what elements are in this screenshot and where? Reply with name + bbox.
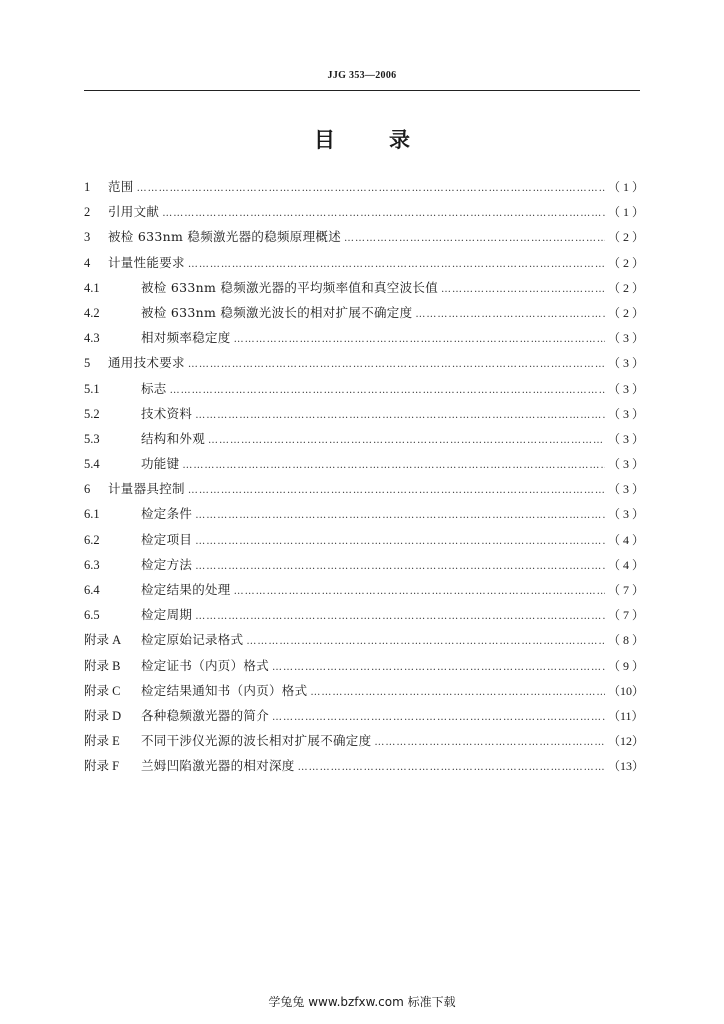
toc-entry[interactable] bbox=[84, 401, 645, 426]
toc-entry-page: （ 3 ） bbox=[608, 356, 645, 371]
toc-entry-page: （ 3 ） bbox=[608, 431, 645, 446]
toc-leader-dots bbox=[195, 604, 605, 629]
toc-leader-dots bbox=[310, 680, 605, 705]
toc-leader-dots bbox=[162, 201, 605, 226]
toc-entry-label: 结构和外观 bbox=[141, 430, 206, 446]
toc-entry[interactable] bbox=[84, 199, 645, 224]
toc-leader-dots bbox=[195, 403, 605, 428]
toc-entry-label: 检定方法 bbox=[141, 556, 193, 572]
toc-entry[interactable] bbox=[84, 552, 645, 577]
toc-entry[interactable] bbox=[84, 703, 644, 728]
toc-entry-label: 各种稳频激光器的简介 bbox=[141, 707, 270, 723]
toc-entry-label: 引用文献 bbox=[108, 204, 160, 220]
toc-entry-label: 计量性能要求 bbox=[108, 254, 185, 270]
toc-entry-label: 计量器具控制 bbox=[108, 481, 185, 497]
toc-entry-number: 4.3 bbox=[84, 331, 100, 346]
toc-entry-label: 相对频率稳定度 bbox=[141, 330, 231, 346]
toc-leader-dots bbox=[182, 453, 605, 478]
toc-entry-number: 6.2 bbox=[84, 532, 100, 547]
toc-entry-number: 6.4 bbox=[84, 583, 100, 597]
toc-entry-label: 功能键 bbox=[141, 456, 180, 472]
page-title bbox=[0, 124, 724, 154]
toc-entry[interactable] bbox=[84, 325, 645, 350]
toc-leader-dots bbox=[298, 755, 605, 780]
toc-entry[interactable] bbox=[84, 350, 645, 375]
toc-leader-dots bbox=[195, 503, 605, 528]
toc-leader-dots bbox=[170, 378, 605, 403]
toc-entry-number: 6.5 bbox=[84, 608, 100, 623]
toc-entry[interactable] bbox=[84, 527, 645, 552]
toc-entry-page: （ 4 ） bbox=[608, 532, 645, 547]
toc-entry-page: （ 3 ） bbox=[608, 381, 645, 396]
toc-entry[interactable] bbox=[84, 728, 645, 753]
toc-entry-label: 标志 bbox=[141, 380, 167, 396]
toc-entry-number: 附录 B bbox=[84, 658, 121, 673]
toc-entry-page: （13） bbox=[608, 759, 645, 774]
toc-entry-number: 5 bbox=[84, 356, 91, 371]
toc-entry[interactable] bbox=[84, 602, 645, 627]
toc-entry-page: （ 3 ） bbox=[608, 457, 645, 472]
toc-entry-number: 附录 C bbox=[84, 683, 121, 698]
toc-leader-dots bbox=[246, 629, 605, 654]
toc-entry-label: 不同干涉仪光源的波长相对扩展不确定度 bbox=[141, 733, 372, 749]
toc-entry-label: 检定结果通知书（内页）格式 bbox=[141, 682, 308, 698]
toc-entry-number: 附录 D bbox=[84, 708, 122, 723]
toc-entry-page: （ 3 ） bbox=[608, 406, 645, 421]
toc-entry-label: 检定证书（内页）格式 bbox=[141, 657, 270, 673]
toc-entry-number: 1 bbox=[84, 180, 91, 194]
toc-entry-number: 4.2 bbox=[84, 305, 100, 320]
toc-entry[interactable] bbox=[84, 753, 645, 778]
toc-entry-label: 检定条件 bbox=[141, 506, 193, 522]
toc-entry-number: 5.2 bbox=[84, 406, 100, 421]
toc-entry[interactable] bbox=[84, 224, 645, 249]
table-of-contents bbox=[84, 174, 645, 779]
toc-entry-page: （11） bbox=[608, 708, 644, 723]
toc-entry-number: 附录 A bbox=[84, 633, 122, 648]
toc-entry[interactable] bbox=[84, 275, 645, 300]
toc-entry-page: （ 9 ） bbox=[608, 658, 645, 673]
toc-entry[interactable] bbox=[84, 678, 645, 703]
toc-entry-label: 检定结果的处理 bbox=[141, 582, 231, 597]
toc-entry-page: （10） bbox=[608, 683, 645, 698]
toc-entry[interactable] bbox=[84, 501, 645, 526]
toc-entry[interactable] bbox=[84, 250, 645, 275]
toc-entry-label: 被检 633nm 稳频激光器的稳频原理概述 bbox=[108, 229, 342, 245]
toc-entry[interactable] bbox=[84, 376, 645, 401]
toc-entry-number: 6.1 bbox=[84, 507, 100, 522]
header-divider bbox=[84, 90, 640, 91]
toc-leader-dots bbox=[344, 226, 605, 251]
toc-entry-number: 2 bbox=[84, 205, 91, 220]
toc-entry-page: （12） bbox=[608, 734, 645, 749]
toc-leader-dots bbox=[137, 176, 605, 201]
toc-leader-dots bbox=[188, 352, 605, 377]
toc-entry-number: 6.3 bbox=[84, 557, 100, 572]
toc-entry[interactable] bbox=[84, 653, 645, 678]
toc-entry[interactable] bbox=[84, 451, 645, 476]
toc-leader-dots bbox=[441, 277, 605, 302]
title-char-1: 目 bbox=[314, 128, 335, 152]
toc-entry-page: （ 2 ） bbox=[608, 230, 645, 245]
toc-entry-label: 范围 bbox=[108, 179, 134, 194]
toc-entry-label: 检定周期 bbox=[141, 607, 193, 623]
toc-entry[interactable] bbox=[84, 627, 645, 652]
toc-entry-number: 4 bbox=[84, 255, 91, 270]
toc-entry[interactable] bbox=[84, 174, 645, 199]
toc-leader-dots bbox=[208, 428, 605, 453]
title-char-2: 录 bbox=[389, 128, 410, 152]
toc-entry-page: （ 7 ） bbox=[608, 583, 645, 597]
toc-entry-number: 6 bbox=[84, 482, 91, 497]
toc-leader-dots bbox=[195, 554, 605, 579]
toc-entry-number: 5.4 bbox=[84, 457, 100, 472]
toc-leader-dots bbox=[374, 730, 605, 755]
toc-entry-page: （ 1 ） bbox=[608, 205, 645, 220]
toc-leader-dots bbox=[415, 302, 605, 327]
toc-entry[interactable] bbox=[84, 476, 645, 501]
toc-leader-dots bbox=[195, 529, 605, 554]
toc-entry-page: （ 1 ） bbox=[608, 180, 645, 194]
toc-entry-number: 4.1 bbox=[84, 280, 100, 295]
toc-entry[interactable] bbox=[84, 426, 645, 451]
toc-entry-label: 被检 633nm 稳频激光器的平均频率值和真空波长值 bbox=[141, 279, 439, 295]
document-code: JJG 353—2006 bbox=[327, 70, 397, 81]
toc-entry-page: （ 2 ） bbox=[608, 305, 645, 320]
toc-leader-dots bbox=[272, 705, 605, 730]
toc-entry-number: 附录 F bbox=[84, 759, 120, 774]
toc-entry-label: 检定项目 bbox=[141, 531, 193, 547]
toc-entry-label: 兰姆凹陷激光器的相对深度 bbox=[141, 758, 295, 774]
toc-entry-label: 通用技术要求 bbox=[108, 355, 185, 371]
toc-entry-number: 附录 E bbox=[84, 734, 120, 749]
toc-entry-page: （ 3 ） bbox=[608, 482, 645, 497]
toc-entry-label: 技术资料 bbox=[141, 405, 193, 421]
toc-entry-page: （ 8 ） bbox=[608, 633, 645, 648]
toc-entry-page: （ 3 ） bbox=[608, 331, 645, 346]
toc-leader-dots bbox=[234, 579, 605, 604]
toc-entry-page: （ 2 ） bbox=[608, 255, 645, 270]
toc-entry[interactable] bbox=[84, 577, 645, 602]
toc-entry-label: 被检 633nm 稳频激光波长的相对扩展不确定度 bbox=[141, 304, 413, 320]
toc-entry-page: （ 7 ） bbox=[608, 608, 645, 623]
toc-entry-page: （ 3 ） bbox=[608, 507, 645, 522]
toc-leader-dots bbox=[188, 252, 605, 277]
toc-leader-dots bbox=[188, 478, 605, 503]
toc-entry-page: （ 2 ） bbox=[608, 280, 645, 295]
toc-entry-number: 3 bbox=[84, 230, 91, 245]
toc-entry-page: （ 4 ） bbox=[608, 557, 645, 572]
footer-watermark: 学兔兔 www.bzfxw.com 标准下载 bbox=[268, 995, 456, 1009]
toc-entry-number: 5.1 bbox=[84, 381, 100, 396]
toc-entry-label: 检定原始记录格式 bbox=[141, 632, 244, 648]
toc-entry[interactable] bbox=[84, 300, 645, 325]
toc-leader-dots bbox=[234, 327, 605, 352]
toc-leader-dots bbox=[272, 655, 605, 680]
toc-entry-number: 5.3 bbox=[84, 431, 100, 446]
